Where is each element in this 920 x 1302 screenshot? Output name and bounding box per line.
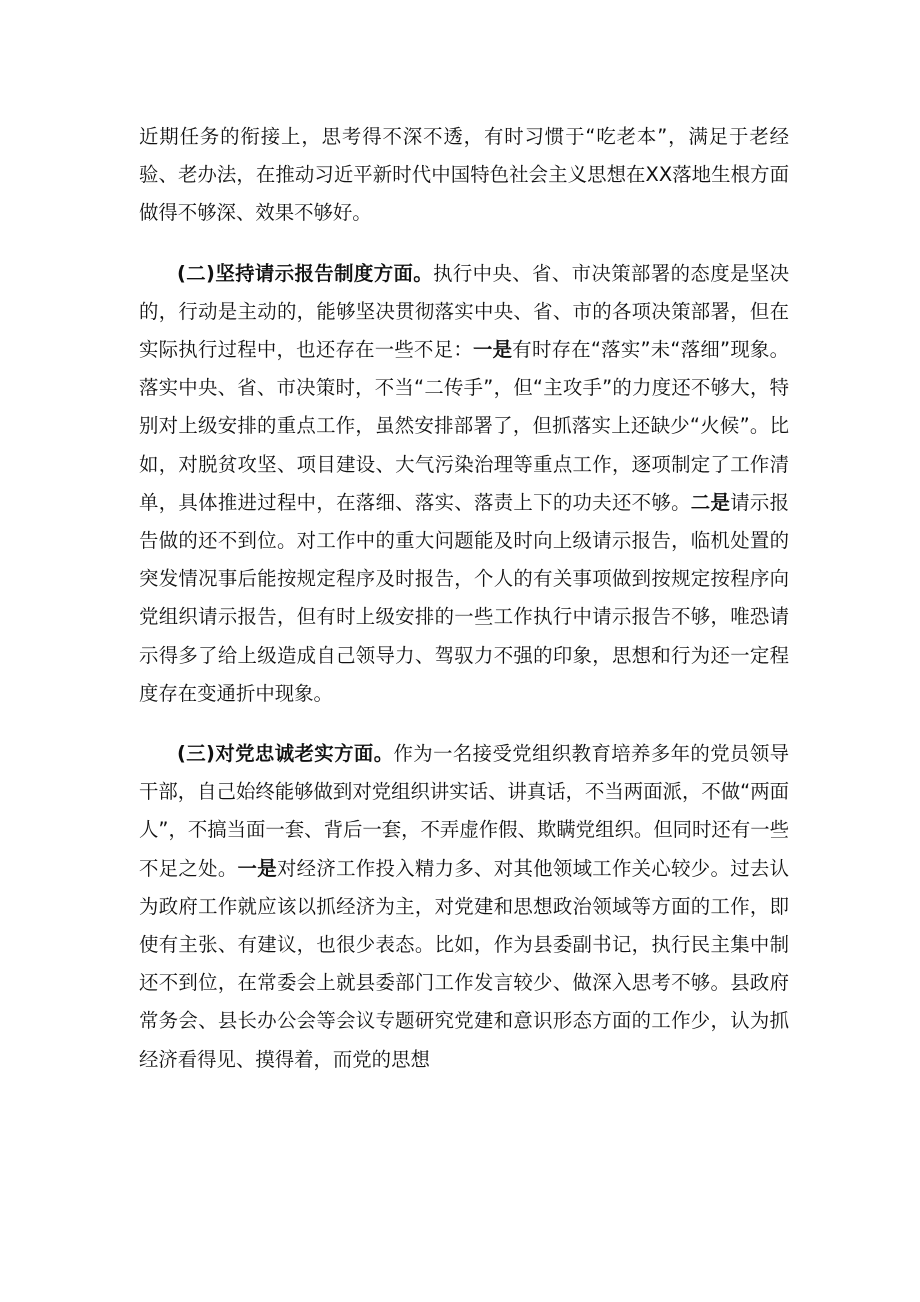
section-heading: (三)对党忠诚老实方面。	[177, 742, 394, 766]
paragraph-text: 对经济工作投入精力多、对其他领域工作关心较少。过去认为政府工作就应该以抓经济为主，对党建和思想政治领域等方面的工作，即使有主张、有建议，也很少表态。比如，作为县委副书记，执行民主集中制还不到位，在常委会上就县委部门工作发言较少、做深入思考不够。县政府常务会、县长办公会等会议专题研究党建和意识形态方面的工作少，认为抓经济看得见、摸得着，而党的思想	[139, 856, 790, 1071]
section-heading: (二)坚持请示报告制度方面。	[177, 261, 434, 285]
paragraph-text: 作为一名接受党组织教育培养多年的党员领导干部，自己始终能够做到对党组织讲实话、讲真话，不当两面派，不做“两面人”，不搞当面一套、背后一套，不弄虚作假、欺瞒党组织。但同时还有一些不足之处。	[139, 742, 790, 880]
point-marker: 一是	[473, 338, 513, 362]
point-marker: 二是	[690, 490, 731, 514]
paragraph-continuation	[139, 118, 789, 233]
paragraph-section-two	[139, 255, 789, 713]
point-marker: 一是	[237, 856, 277, 880]
paragraph-text: 有时存在“落实”未“落细”现象。落实中央、省、市决策时，不当“二传手”，但“主攻手”的力度还不够大，特别对上级安排的重点工作，虽然安排部署了，但抓落实上还缺少“火候”。比如，对脱贫攻坚、项目建设、大气污染治理等重点工作，逐项制定了工作清单，具体推进过程中，在落细、落实、落责上下的功夫还不够。	[139, 338, 790, 514]
paragraph-text: 请示报告做的还不到位。对工作中的重大问题能及时向上级请示报告，临机处置的突发情况事后能按规定程序及时报告，个人的有关事项做到按规定按程序向党组织请示报告，但有时上级安排的一些工作执行中请示报告不够，唯恐请示得多了给上级造成自己领导力、驾驭力不强的印象，思想和行为还一定程度存在变通折中现象。	[139, 490, 790, 705]
document-body	[139, 118, 789, 1079]
paragraph-section-three	[139, 735, 789, 1079]
paragraph-text: 近期任务的衔接上，思考得不深不透，有时习惯于“吃老本”，满足于老经验、老办法，在推动习近平新时代中国特色社会主义思想在XX落地生根方面做得不够深、效果不够好。	[139, 125, 789, 225]
paragraph-text: 执行中央、省、市决策部署的态度是坚决的，行动是主动的，能够坚决贯彻落实中央、省、市的各项决策部署，但在实际执行过程中，也还存在一些不足：	[139, 261, 789, 362]
